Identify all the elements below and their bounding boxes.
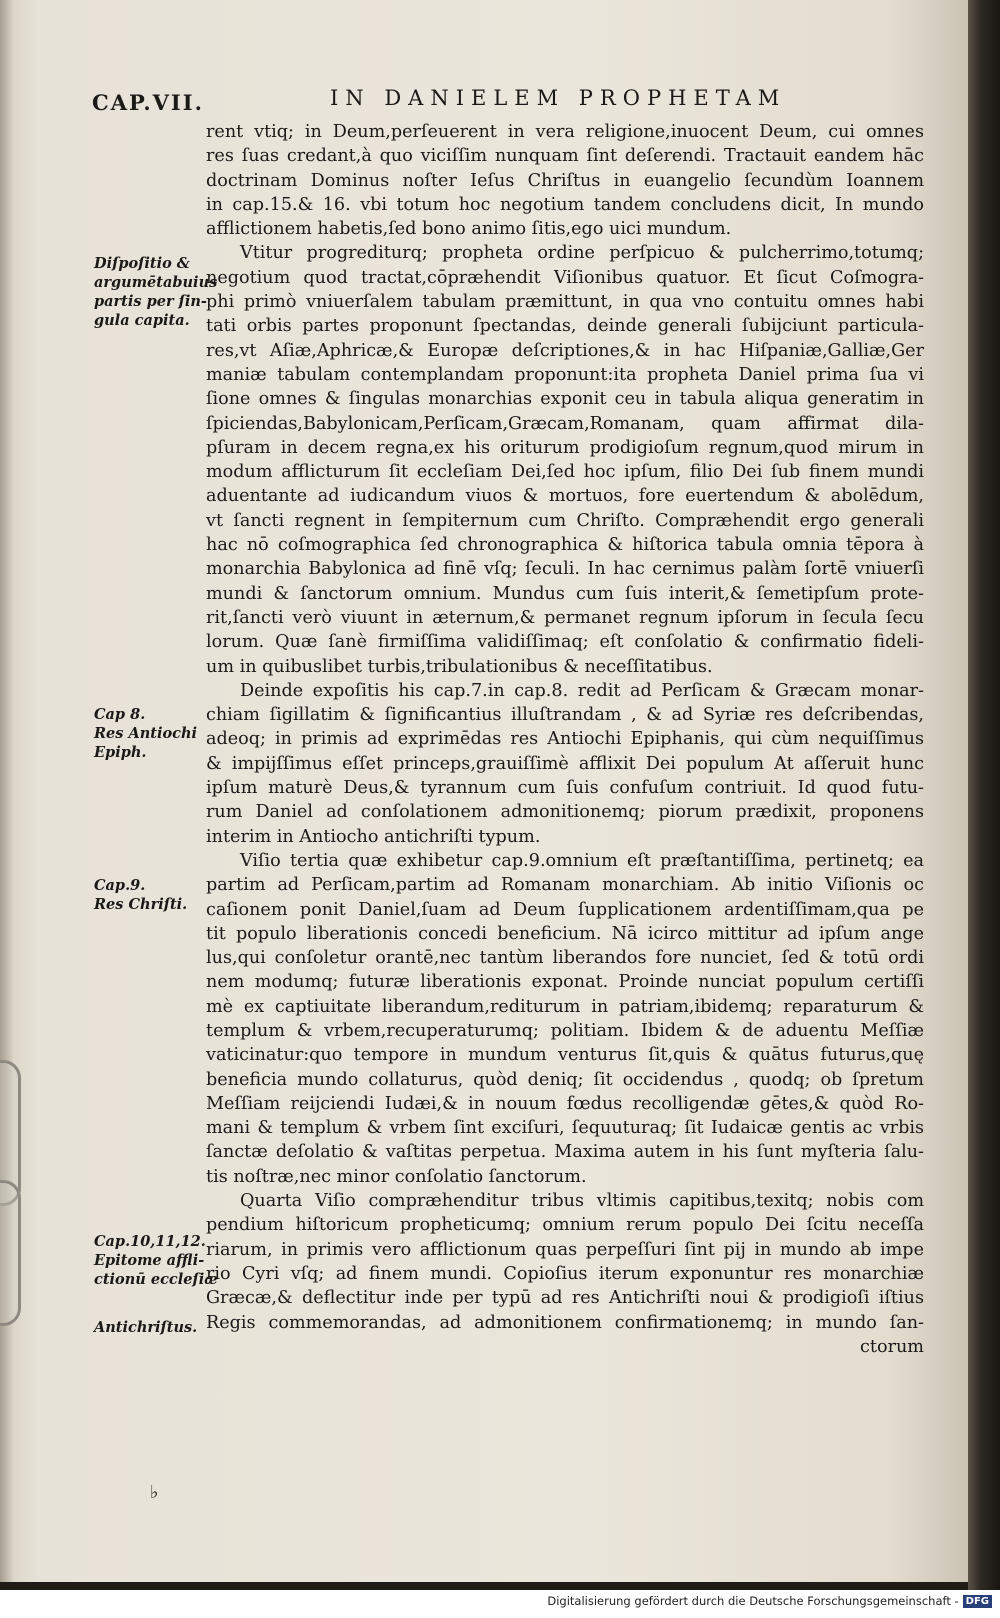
text-line: res,vt Aſiæ,Aphricæ,& Europæ deſcriptiones,& in hac Hiſpaniæ,Galliæ,Ger (206, 340, 924, 361)
text-line: tati orbis partes proponunt ſpectandas, deinde generali ſubijciunt particula- (206, 316, 924, 337)
margin-note-line: Diſpoſitio & (94, 255, 190, 272)
text-line: tit populo liberationis concedi beneficium. Nā icirco mittitur ad ipſum ange (206, 923, 924, 944)
text-line: pendium hiſtoricum propheticumq; omnium rerum populo Dei ſcitu neceſſa (206, 1215, 924, 1236)
margin-note-line: Epiph. (94, 744, 147, 761)
footer-credit: Digitalisierung gefördert durch die Deutsche Forschungsgemeinschaft - (547, 1594, 959, 1608)
margin-note-line: gula capita. (94, 312, 190, 329)
text-line: mundi & ſanctorum omnium. Mundus cum ſuis interit,& ſemetipſum prote- (206, 583, 924, 604)
text-line: modum afflicturum ſit eccleſiam Dei,ſed hoc ipſum, filio Dei ſub finem mundi (206, 462, 924, 483)
text-line: Deinde expoſitis his cap.7.in cap.8. redit ad Perſicam & Græcam monar- (240, 680, 924, 701)
text-line: ſpiciendas,Babylonicam,Perſicam,Græcam,Romanam, quam affirmat dila- (206, 413, 924, 434)
margin-note-line: Res Chriſti. (94, 896, 188, 913)
text-line: mani & templum & vrbem ſint exciſuri, ſequuturaq; ſit Iudaicæ gentis ac vrbis (206, 1118, 924, 1139)
text-line: ctorum (860, 1336, 924, 1357)
text-line: um in quibuslibet turbis,tribulationibus & neceſſitatibus. (206, 656, 713, 677)
text-line: nem modumq; futuræ liberationis exponat. Proinde nunciat populum certiſſi (206, 972, 924, 993)
text-line: chiam ſigillatim & ſignificantius illuſtrandam , & ad Syriæ res deſcribendas, (206, 705, 924, 726)
text-line: rent vtiq; in Deum,perſeuerent in vera religione,inuocent Deum, cui omnes (206, 122, 924, 142)
body-text (206, 120, 924, 1359)
text-line: maniæ tabulam contemplandam proponunt:ita propheta Daniel prima ſua vi (206, 364, 924, 385)
text-line: in cap.15.& 16. vbi totum hoc negotium tandem concludens dicit, In mundo (206, 194, 924, 215)
signature-mark: ♭ (150, 1482, 159, 1503)
paper-clip-icon (0, 1180, 21, 1326)
margin-note-line: Epitome affli- (94, 1252, 205, 1269)
margin-note-line: partis per ſin- (94, 293, 207, 310)
text-line: mè ex captiuitate liberandum,rediturum in patriam,ibidemq; reparaturum & (206, 996, 924, 1017)
margin-note-line: Antichriſtus. (94, 1319, 198, 1336)
text-line: hac nō coſmographica ſed chronographica & hiſtorica tabula omnia tēpora à (206, 535, 924, 556)
text-line: monarchia Babylonica ad finē vſq; ſeculi. In hac cernimus palàm ſortē vniuerſi (206, 559, 924, 580)
text-line: doctrinam Dominus noſter Ieſus Chriſtus in euangelio ſecundùm Ioannem (206, 170, 924, 191)
text-line: vt ſancti regnent in ſempiternum cum Chriſto. Compræhendit ergo generali (206, 510, 924, 531)
margin-note-line: Res Antiochi (94, 725, 198, 742)
text-line: vaticinatur:quo tempore in mundum venturus ſit,quis & quātus futurus,quę (206, 1045, 924, 1066)
text-line: caſionem ponit Daniel,ſuam ad Deum ſupplicationem ardentiſſimam,qua pe (206, 899, 924, 920)
text-line: pſuram in decem regna,ex his oriturum prodigioſum regnum,quod mirum in (206, 437, 924, 458)
margin-note-line: ctionū eccleſiæ (94, 1271, 218, 1288)
margin-note-antichrist (94, 1318, 204, 1337)
text-line: partim ad Perſicam,partim ad Romanam monarchiam. Ab initio Viſionis oc (206, 875, 924, 896)
text-line: interim in Antiocho antichriſti typum. (206, 826, 541, 847)
page-edge (968, 0, 1000, 1590)
dfg-logo: DFG (963, 1595, 992, 1608)
text-line: rio Cyri vſq; ad finem mundi. Copioſius iterum exponuntur res monarchiæ (206, 1263, 924, 1284)
text-line: ipſum maturè Deus,& tyrannum cum ſuis confuſum contriuit. Id quod futu- (206, 778, 924, 799)
text-line: riarum, in primis vero afflictionum quas perpeſſuri ſint pij in mundo ab impe (206, 1239, 924, 1260)
margin-note-cap8 (94, 705, 204, 762)
text-line: ſanctæ deſolatio & vaſtitas perpetua. Maxima autem in his ſunt myſteria ſalu- (206, 1142, 924, 1163)
footer (547, 1594, 992, 1608)
text-line: lorum. Quæ ſanè firmiſſima validiſſimaq; eſt conſolatio & confirmatio fideli- (206, 632, 924, 653)
text-line: Quarta Viſio compræhenditur tribus vltimis capitibus,texitq; nobis com (240, 1191, 924, 1212)
chapter-heading: CAP.VII. (92, 90, 204, 115)
margin-note-line: Cap 8. (94, 706, 146, 723)
text-line: Vtitur progrediturq; propheta ordine perſpicuo & pulcherrimo,totumq; (240, 243, 924, 264)
text-line: phi primò vniuerſalem tabulam præmittunt, in qua vno contuitu omnes habi (206, 292, 924, 313)
margin-note-line: Cap.10,11,12. (94, 1233, 206, 1250)
margin-note-cap9 (94, 876, 204, 914)
text-line: ſione omnes & ſingulas monarchias exponit ceu in tabula aliqua generatim in (206, 389, 924, 410)
text-line: aduentante ad iudicandum viuos & mortuos, fore euertendum & abolēdum, (206, 486, 924, 507)
text-line: Regis commemorandas, ad admonitionem confirmationemq; in mundo ſan- (206, 1312, 924, 1333)
text-line: Viſio tertia quæ exhibetur cap.9.omnium eſt præſtantiſſima, pertinetq; ea (240, 850, 924, 871)
text-line: res ſuas credant,à quo viciſſim nunquam ſint deſerendi. Tractauit eandem hāc (206, 146, 924, 167)
text-line: Græcæ,& deflectitur inde per typū ad res Antichriſti noui & prodigioſi iſtius (206, 1288, 924, 1309)
text-line: afflictionem habetis,ſed bono animo ſitis,ego uici mundum. (206, 219, 732, 240)
text-line: rum Daniel ad conſolationem admonitionemq; piorum prædixit, proponens (206, 802, 924, 823)
text-line: negotium quod tractat,cōpræhendit Viſionibus quatuor. Et ſicut Coſmogra- (206, 267, 924, 288)
text-line: lus,qui conſoletur orantē,nec tantùm liberandos fore nunciet, ſed & totū ordi (206, 948, 924, 969)
text-line: adeoq; in primis ad exprimēdas res Antiochi Epiphanis, qui cùm nequiſſimus (206, 729, 924, 750)
text-line: beneficia mundo collaturus, quòd deniq; ſit occidendus , quodq; ob ſpretum (206, 1069, 924, 1090)
text-line: & impijſſimus eſſet princeps,grauiſſimè afflixit Dei populum At aſſeruit hunc (206, 753, 924, 774)
text-line: rit,ſancti verò viuunt in æternum,& permanet regnum ipſorum in ſecula ſecu (206, 607, 924, 628)
text-line: templum & vrbem,recuperaturumq; politiam. Ibidem & de aduentu Meſſiæ (206, 1020, 924, 1041)
margin-note-disposition (94, 254, 218, 330)
text-line: Meſſiam reijciendi Iudæi,& in nouum fœdus recolligendæ gētes,& quòd Ro- (206, 1093, 924, 1114)
running-title: IN DANIELEM PROPHETAM (330, 86, 787, 110)
margin-note-line: argumētabuius (94, 274, 218, 291)
margin-note-cap10-12 (94, 1232, 218, 1289)
text-line: tis noſtræ,nec minor conſolatio ſanctorum. (206, 1166, 587, 1187)
gutter-shadow (0, 0, 14, 1582)
margin-note-line: Cap.9. (94, 877, 146, 894)
